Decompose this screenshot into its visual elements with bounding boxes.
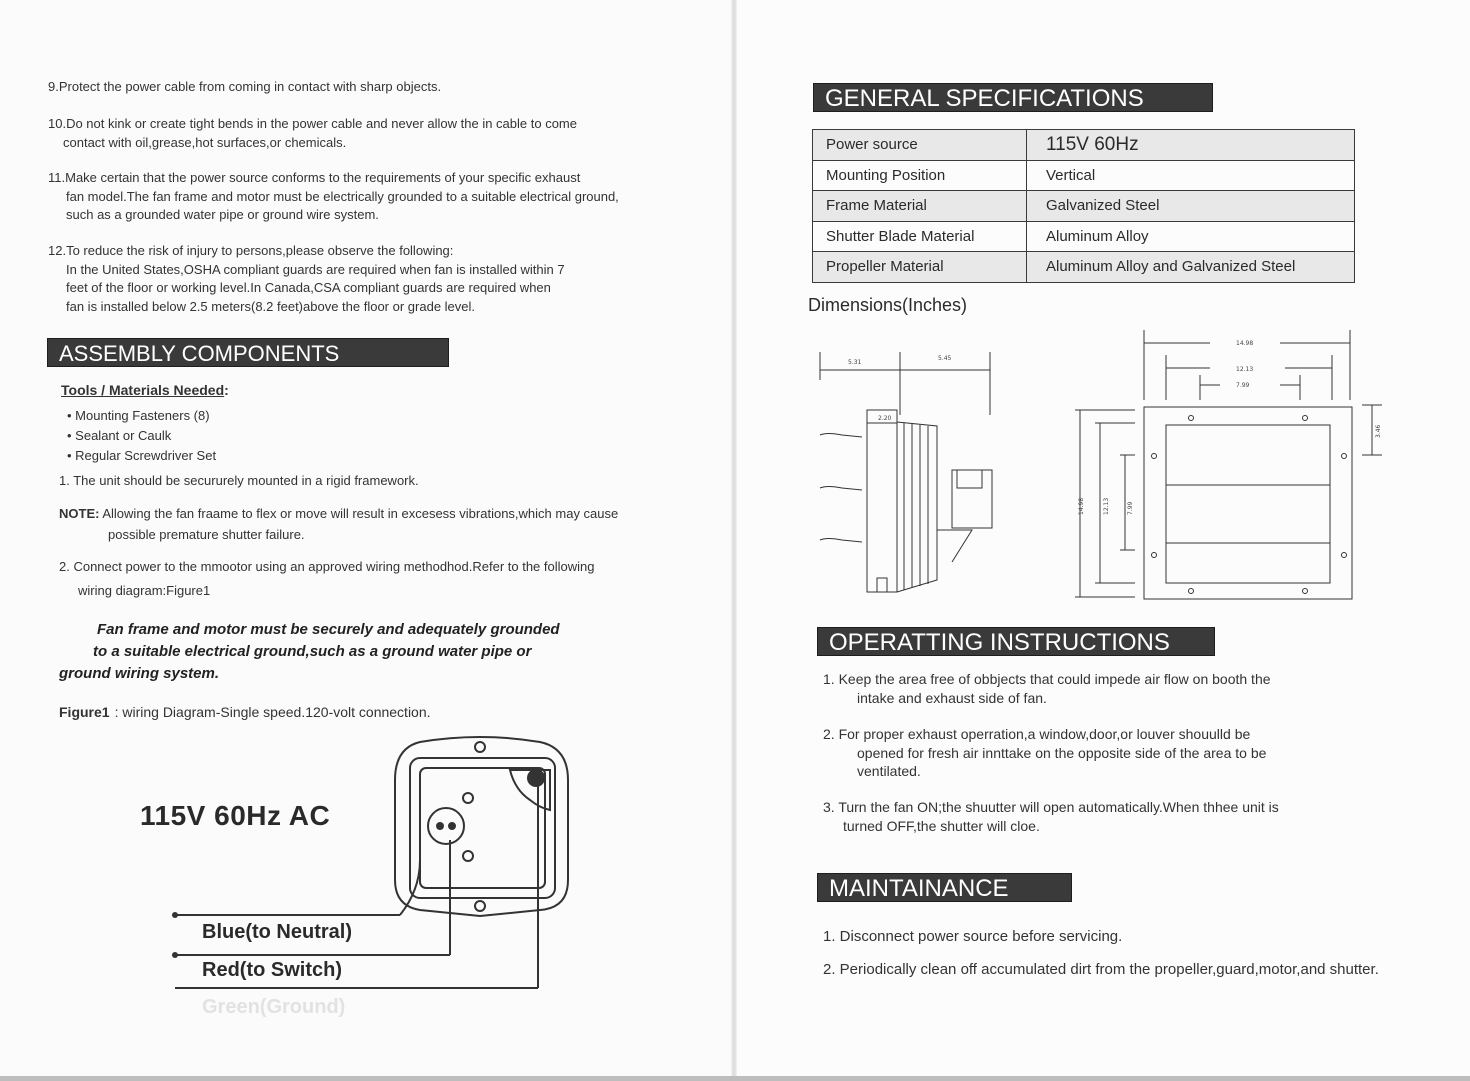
figure-label: Figure1 bbox=[59, 704, 110, 720]
tool-item: • Regular Screwdriver Set bbox=[67, 448, 217, 463]
maintenance-heading: MAINTAINANCE bbox=[817, 873, 1072, 902]
spec-row bbox=[813, 130, 1355, 161]
step-text: 2. Connect power to the mmootor using an approved wiring methodhod.Refer to the following bbox=[59, 559, 595, 574]
maintenance-item-1: 1. Disconnect power source before servicing. bbox=[823, 928, 1123, 945]
spec-row bbox=[813, 191, 1355, 222]
operating-item-1 bbox=[823, 670, 1271, 707]
spec-label: Frame Material bbox=[813, 191, 1027, 222]
spec-value: Galvanized Steel bbox=[1027, 191, 1355, 222]
operating-item-2 bbox=[823, 725, 1266, 781]
tools-heading-colon: : bbox=[224, 382, 229, 398]
tool-item: • Sealant or Caulk bbox=[67, 428, 172, 443]
warning-text: Fan frame and motor must be securely and adequately grounded bbox=[97, 621, 560, 638]
spec-value: 115V 60Hz bbox=[1027, 130, 1355, 161]
figure-caption-text: : wiring Diagram-Single speed.120-volt connection. bbox=[114, 704, 431, 720]
wire-terminal bbox=[172, 952, 178, 958]
junction-box bbox=[395, 737, 568, 916]
operating-text: opened for fresh air innttake on the opposite side of the area to be bbox=[857, 744, 1267, 761]
spec-label: Shutter Blade Material bbox=[813, 221, 1027, 252]
operating-text: 2. For proper exhaust operration,a window,door,or louver shouulld be bbox=[823, 726, 1251, 742]
page-bottom-edge bbox=[0, 1076, 1470, 1081]
operating-instructions-heading: OPERATTING INSTRUCTIONS bbox=[817, 627, 1215, 656]
dim-label: 14.98 bbox=[1078, 497, 1085, 515]
warning-text: ground wiring system. bbox=[59, 665, 220, 682]
safety-item-11 bbox=[48, 169, 619, 225]
spec-label: Mounting Position bbox=[813, 160, 1027, 191]
note-label: NOTE: bbox=[59, 506, 100, 521]
tool-item-text: Sealant or Caulk bbox=[75, 428, 172, 443]
item-text: Protect the power cable from coming in contact with sharp objects. bbox=[58, 79, 442, 94]
operating-text: intake and exhaust side of fan. bbox=[857, 689, 1047, 706]
fan-front-view-drawing bbox=[1070, 325, 1390, 610]
operating-item-3 bbox=[823, 798, 1279, 835]
item-text: Make certain that the power source conforms to the requirements of your specific exhaust bbox=[65, 170, 581, 185]
tools-list bbox=[67, 406, 216, 466]
tool-item: • Mounting Fasteners (8) bbox=[67, 408, 210, 423]
wire-green-label: Green(Ground) bbox=[202, 996, 346, 1018]
tools-heading-text: Tools / Materials Needed bbox=[61, 382, 225, 398]
operating-text: 3. Turn the fan ON;the shuutter will open automatically.When thhee unit is bbox=[823, 799, 1279, 815]
wire-terminal bbox=[172, 912, 178, 918]
dim-label: 3.46 bbox=[1375, 424, 1382, 438]
tool-item-text: Regular Screwdriver Set bbox=[75, 448, 217, 463]
item-number: 12. bbox=[48, 243, 67, 258]
item-text: feet of the floor or working level.In Canada,CSA compliant guards are required when bbox=[66, 280, 551, 295]
item-number: 9. bbox=[48, 79, 59, 94]
item-text: Do not kink or create tight bends in the power cable and never allow the in cable to come bbox=[66, 116, 577, 131]
assembly-components-heading: ASSEMBLY COMPONENTS bbox=[47, 338, 449, 367]
assembly-step-2 bbox=[59, 558, 594, 600]
safety-item-12 bbox=[48, 242, 565, 316]
assembly-note bbox=[59, 505, 618, 544]
wire-blue-label: Blue(to Neutral) bbox=[202, 921, 352, 943]
note-text: Allowing the fan fraame to flex or move will result in excesess vibrations,which may cause bbox=[102, 506, 619, 521]
tools-heading bbox=[61, 381, 229, 400]
warning-text: to a suitable electrical ground,such as a ground water pipe or bbox=[93, 643, 532, 660]
operating-text: turned OFF,the shutter will cloe. bbox=[843, 817, 1040, 834]
spec-row bbox=[813, 221, 1355, 252]
figure-caption bbox=[59, 703, 431, 722]
spec-value: Aluminum Alloy and Galvanized Steel bbox=[1027, 252, 1355, 283]
item-number: 11. bbox=[48, 170, 66, 185]
safety-item-9 bbox=[48, 78, 441, 97]
wiring-voltage-label: 115V 60Hz AC bbox=[140, 800, 331, 831]
dim-label: 5.45 bbox=[938, 355, 952, 362]
fan-side-view-drawing bbox=[812, 340, 1002, 610]
item-text: contact with oil,grease,hot surfaces,or chemicals. bbox=[63, 134, 347, 150]
operating-text: ventilated. bbox=[857, 763, 921, 779]
dim-label: 12.13 bbox=[1236, 366, 1254, 373]
dim-label: 5.31 bbox=[848, 359, 862, 366]
note-text: possible premature shutter failure. bbox=[108, 526, 305, 542]
item-text: fan model.The fan frame and motor must be electrically grounded to a suitable electrical ground, bbox=[66, 188, 619, 204]
dim-label: 7.99 bbox=[1236, 382, 1250, 389]
dim-label: 7.99 bbox=[1127, 501, 1134, 515]
item-text: fan is installed below 2.5 meters(8.2 feet)above the floor or grade level. bbox=[66, 298, 476, 314]
wiring-diagram bbox=[0, 730, 735, 1070]
spec-row bbox=[813, 160, 1355, 191]
spec-row bbox=[813, 252, 1355, 283]
assembly-step-1: 1. The unit should be secururely mounted in a rigid framework. bbox=[59, 473, 419, 488]
wire-red-label: Red(to Switch) bbox=[202, 959, 342, 981]
item-text: In the United States,OSHA compliant guards are required when fan is installed within 7 bbox=[66, 261, 565, 277]
general-specifications-heading: GENERAL SPECIFICATIONS bbox=[813, 83, 1213, 112]
operating-text: 1. Keep the area free of obbjects that could impede air flow on booth the bbox=[823, 671, 1271, 687]
dim-label: 12.13 bbox=[1103, 497, 1110, 515]
spec-value: Aluminum Alloy bbox=[1027, 221, 1355, 252]
spec-value: Vertical bbox=[1027, 160, 1355, 191]
maintenance-item-2: 2. Periodically clean off accumulated dirt from the propeller,guard,motor,and shutter. bbox=[823, 961, 1379, 978]
dim-label: 14.98 bbox=[1236, 340, 1254, 347]
step-text: wiring diagram:Figure1 bbox=[78, 582, 211, 598]
safety-item-10 bbox=[48, 115, 577, 152]
spec-label: Propeller Material bbox=[813, 252, 1027, 283]
spec-label: Power source bbox=[813, 130, 1027, 161]
tool-item-text: Mounting Fasteners (8) bbox=[75, 408, 210, 423]
item-text: such as a grounded water pipe or ground wire system. bbox=[66, 207, 379, 222]
dimensions-heading: Dimensions(Inches) bbox=[808, 295, 968, 315]
item-text: To reduce the risk of injury to persons,please observe the following: bbox=[66, 243, 454, 258]
item-number: 10. bbox=[48, 116, 67, 131]
grounding-warning bbox=[0, 619, 560, 685]
dim-label: 2.20 bbox=[878, 415, 892, 422]
specifications-table bbox=[812, 129, 1355, 283]
